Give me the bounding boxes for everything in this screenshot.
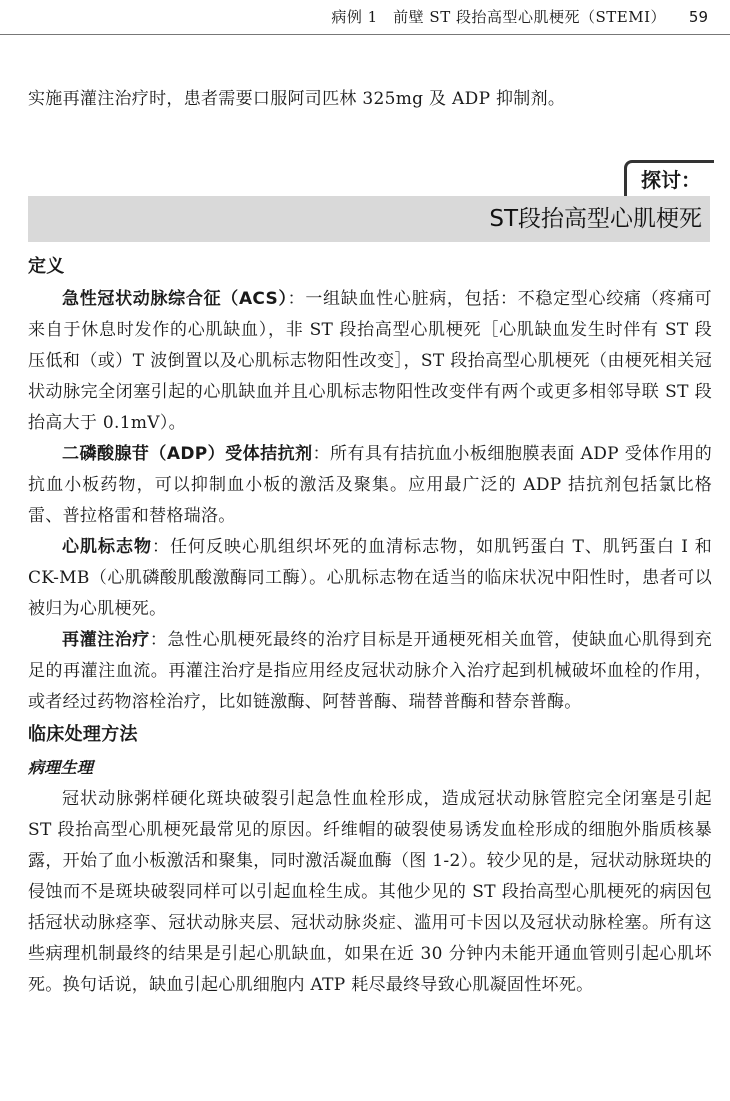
term-reperfusion: 再灌注治疗 [62, 630, 150, 650]
clinical-heading: 临床处理方法 [28, 724, 138, 745]
definition-acs [28, 284, 712, 439]
term-acs: 急性冠状动脉综合征（ACS） [62, 289, 288, 309]
definition-markers-text: ：任何反映心肌组织坏死的血清标志物，如肌钙蛋白 T、肌钙蛋白 I 和 CK-MB（心肌磷酸肌酸激酶同工酶）。心肌标志物在适当的临床状况中阳性时，患者可以被归为心肌梗死。 [28, 537, 713, 619]
definition-acs-text: ：一组缺血性心脏病，包括：不稳定型心绞痛（疼痛可来自于休息时发作的心肌缺血），非 ST 段抬高型心肌梗死［心肌缺血发生时伴有 ST 段压低和（或）T 波倒置以及心肌标志物阳性改变］，ST 段抬高型心肌梗死（由梗死相关冠状动脉完全闭塞引起的心肌缺血并且心肌标志物阳性改变伴有两个或更多相邻导联 ST 段抬高大于 0.1mV）。 [28, 289, 712, 433]
main-content [28, 250, 712, 1001]
topic-title: ST段抬高型心肌梗死 [489, 206, 702, 232]
discussion-tag: 探讨： [624, 160, 714, 196]
term-markers: 心肌标志物 [62, 537, 153, 557]
topic-bar [28, 196, 710, 242]
definition-adp [28, 439, 712, 532]
pathophysiology-heading: 病理生理 [28, 758, 94, 777]
header-rule [0, 34, 730, 35]
page-header [0, 4, 730, 30]
pathophysiology-paragraph: 冠状动脉粥样硬化斑块破裂引起急性血栓形成，造成冠状动脉管腔完全闭塞是引起 ST 段抬高型心肌梗死最常见的原因。纤维帽的破裂使易诱发血栓形成的细胞外脂质核暴露，开始了血小板激活和聚集，同时激活凝血酶（图 1-2）。较少见的是，冠状动脉斑块的侵蚀而不是斑块破裂同样可以引起血栓生成。其他少见的 ST 段抬高型心肌梗死的病因包括冠状动脉痉挛、冠状动脉夹层、冠状动脉炎症、滥用可卡因以及冠状动脉栓塞。所有这些病理机制最终的结果是引起心肌缺血，如果在近 30 分钟内未能开通血管则引起心肌坏死。换句话说，缺血引起心肌细胞内 ATP 耗尽最终导致心肌凝固性坏死。 [28, 789, 712, 995]
term-adp: 二磷酸腺苷（ADP）受体拮抗剂 [62, 444, 313, 464]
definition-reperfusion [28, 625, 712, 718]
definitions-heading: 定义 [28, 256, 65, 277]
definition-markers [28, 532, 712, 625]
intro-paragraph: 实施再灌注治疗时，患者需要口服阿司匹林 325mg 及 ADP 抑制剂。 [28, 89, 566, 109]
definition-adp-text: ：所有具有拮抗血小板细胞膜表面 ADP 受体作用的抗血小板药物，可以抑制血小板的激活及聚集。应用最广泛的 ADP 拮抗剂包括氯比格雷、普拉格雷和替格瑞洛。 [28, 444, 713, 526]
page-number: 59 [688, 8, 708, 26]
running-title: 病例 1 前壁 ST 段抬高型心肌梗死（STEMI） [331, 8, 666, 26]
definition-reperfusion-text: ：急性心肌梗死最终的治疗目标是开通梗死相关血管，使缺血心肌得到充足的再灌注血流。再灌注治疗是指应用经皮冠状动脉介入治疗起到机械破坏血栓的作用，或者经过药物溶栓治疗，比如链激酶、阿替普酶、瑞替普酶和替奈普酶。 [28, 630, 712, 712]
